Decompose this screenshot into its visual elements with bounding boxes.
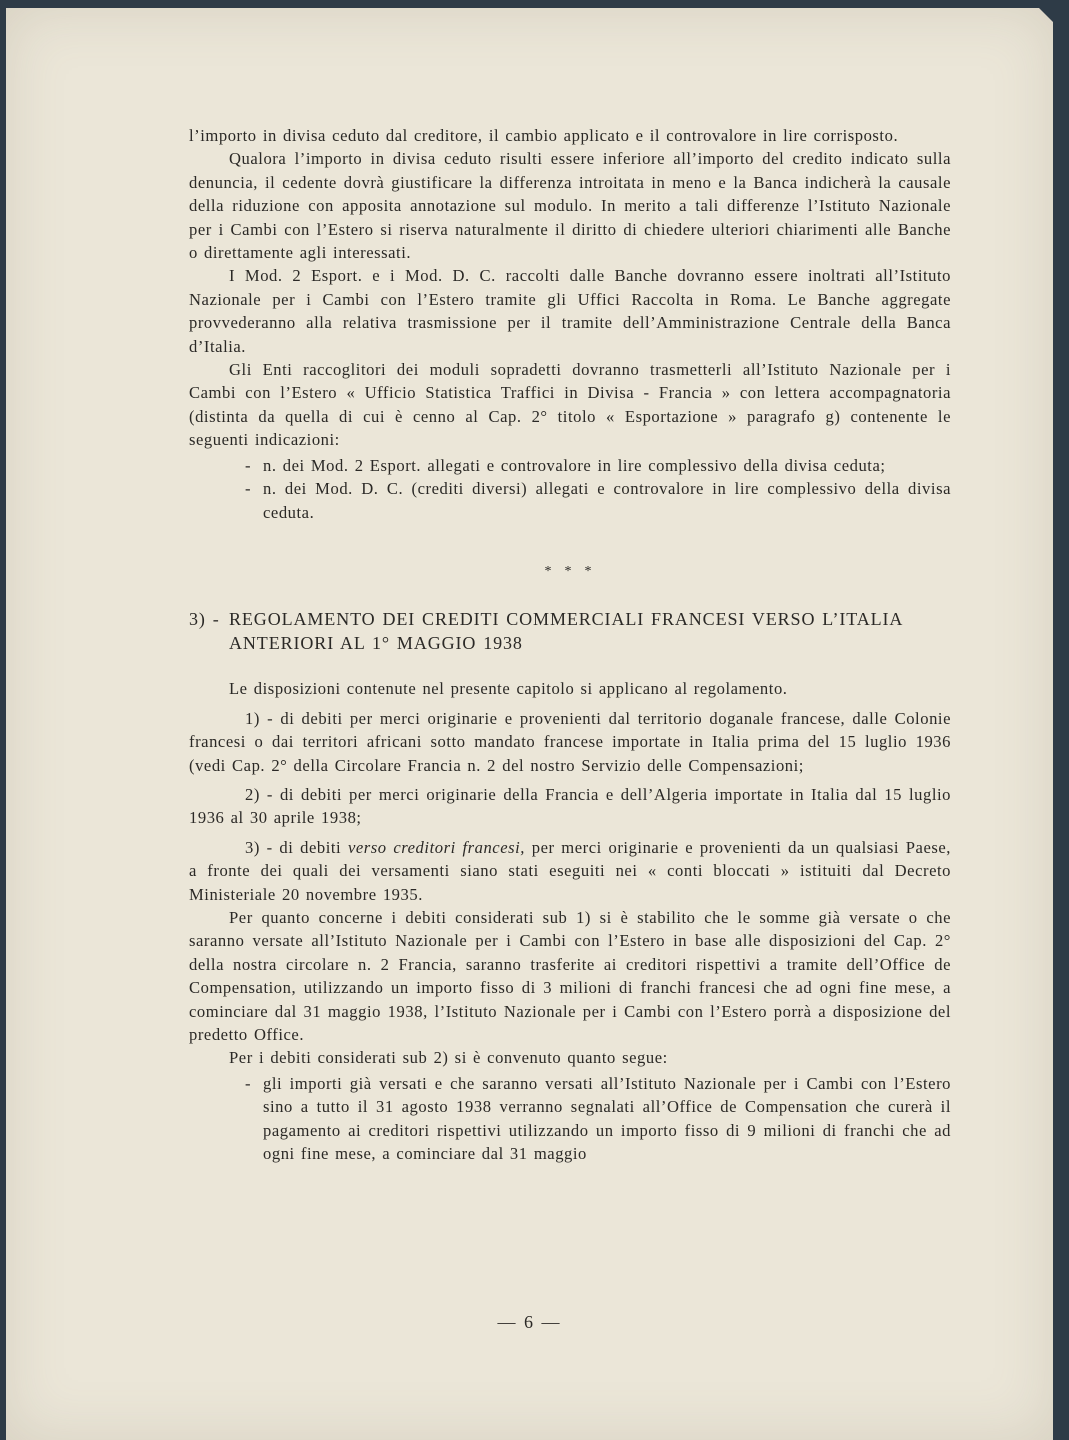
item-text: 3) - di debiti <box>245 837 348 857</box>
section-separator: * * * <box>544 563 596 579</box>
paragraph: Per quanto concerne i debiti considerati sub 1) si è stabilito che le somme già versate o che saranno versate all’Istituto Nazionale per i Cambi con l’Estero in base alle disposizioni del Cap. 2° della nostra circolare n. 2 Francia, saranno trasferite ai creditori rispettivi a tramite dell’Office de Compensation, utilizzando un importo fisso di 3 milioni di franchi francesi che ad ogni fine mese, a cominciare dal 31 maggio 1938, l’Istituto Nazionale per i Cambi con l’Estero porrà a disposizione del predetto Office. <box>189 907 951 1044</box>
conditions-list <box>241 1072 951 1166</box>
summary-list <box>241 454 951 524</box>
section-heading <box>189 607 951 655</box>
numbered-item: 2) - di debiti per merci originarie della Francia e dell’Algeria importate in Italia dal 15 luglio 1936 al 30 aprile 1938; <box>189 784 951 828</box>
list-item-text: gli importi già versati e che saranno versati all’Istituto Nazionale per i Cambi con l’Estero sino a tutto il 31 agosto 1938 verranno segnalati all’Office de Compensation che curerà il pagamento ai creditori rispettivi utilizzando un importo fisso di 9 milioni di franchi che ad ogni fine mese, a cominciare dal 31 maggio <box>263 1073 951 1164</box>
list-dash: - <box>245 1073 252 1093</box>
section-title-line: REGOLAMENTO DEI CREDITI COMMERCIALI FRANCESI VERSO L’ITALIA <box>229 609 904 630</box>
item-text: per merci originarie e provenienti da un qualsiasi Paese, a fronte dei quali dei versamenti siano stati eseguiti nei « conti bloccati » istituiti dal Decreto Ministeriale 20 novembre 1935. <box>189 837 951 904</box>
list-item <box>241 454 951 477</box>
list-item <box>241 477 951 524</box>
paragraph: Qualora l’importo in divisa ceduto risulti essere inferiore all’importo del credito indicato sulla denuncia, il cedente dovrà giustificare la differenza introitata in meno e la Banca indicherà la causale della riduzione con apposita annotazione sul modulo. In merito a tali differenze l’Istituto Nazionale per i Cambi con l’Estero si riserva naturalmente il diritto di chiedere ulteriori chiarimenti alle Banche o direttamente agli interessati. <box>189 149 951 263</box>
page-corner-fold <box>1039 8 1053 22</box>
paragraph: I Mod. 2 Esport. e i Mod. D. C. raccolti dalle Banche dovranno essere inoltrati all’Istituto Nazionale per i Cambi con l’Estero tramite gli Uffici Raccolta in Roma. Le Banche aggregate provvederanno alla relativa trasmissione per il tramite dell’Amministrazione Centrale della Banca d’Italia. <box>189 266 951 356</box>
list-item-text: n. dei Mod. 2 Esport. allegati e controvalore in lire complessivo della divisa ceduta; <box>263 455 886 475</box>
list-item-text: n. dei Mod. D. C. (crediti diversi) allegati e controvalore in lire complessivo della divisa ceduta. <box>263 479 951 522</box>
document-page <box>6 8 1053 1440</box>
section-title-line: ANTERIORI AL 1° MAGGIO 1938 <box>229 633 523 654</box>
page-body <box>189 124 951 1169</box>
paragraph: Gli Enti raccoglitori dei moduli sopradetti dovranno trasmetterli all’Istituto Nazionale per i Cambi con l’Estero « Ufficio Statistica Traffici in Divisa - Francia » con lettera accompagnatoria (distinta da quella di cui è cenno al Cap. 2° titolo « Esportazione » paragrafo g) contenente le seguenti indicazioni: <box>189 360 951 450</box>
paragraph: l’importo in divisa ceduto dal creditore, il cambio applicato e il controvalore in lire corrisposto. <box>189 126 899 145</box>
section-title <box>229 607 951 655</box>
numbered-item: 1) - di debiti per merci originarie e provenienti dal territorio doganale francese, dalle Colonie francesi o dai territori africani sotto mandato francese importate in Italia prima del 15 luglio 1936 (vedi Cap. 2° della Circolare Francia n. 2 del nostro Servizio delle Compensazioni; <box>189 708 951 775</box>
section-number: 3) - <box>189 609 220 630</box>
list-dash: - <box>245 479 252 499</box>
list-dash: - <box>245 455 252 475</box>
item-italic-text: verso creditori francesi, <box>347 837 526 857</box>
paragraph: Per i debiti considerati sub 2) si è convenuto quanto segue: <box>229 1048 668 1068</box>
numbered-item <box>189 836 951 906</box>
intro-paragraph: Le disposizioni contenute nel presente capitolo si applicano al regolamento. <box>229 679 788 699</box>
page-number: — 6 — <box>497 1312 562 1332</box>
list-item <box>241 1072 951 1166</box>
